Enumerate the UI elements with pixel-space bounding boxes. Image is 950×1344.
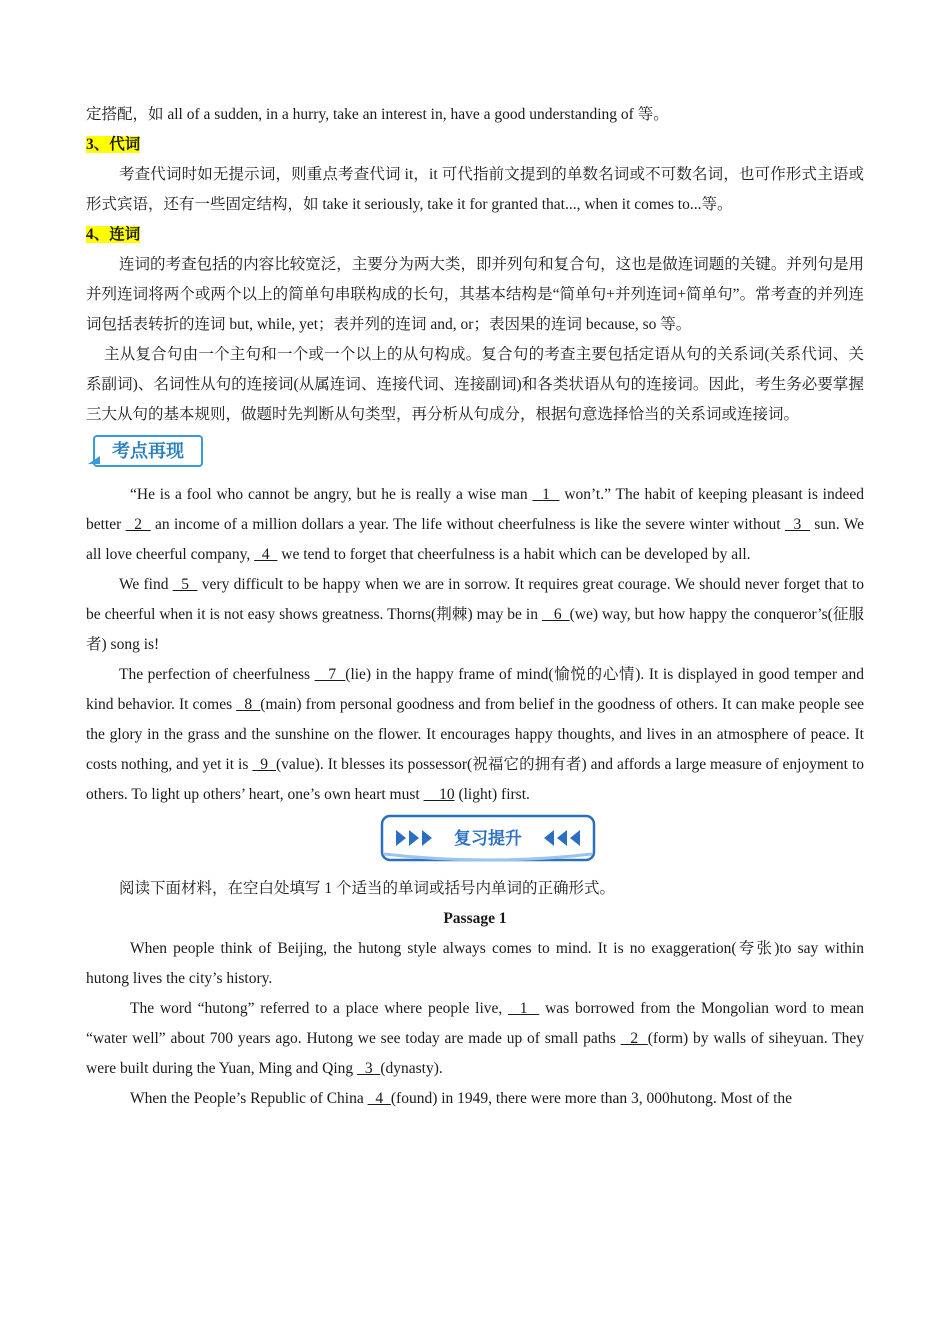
- blank-4[interactable]: 4: [254, 546, 278, 563]
- fuxi-badge-graphic: [380, 814, 596, 864]
- kaodian-badge-graphic: [86, 434, 206, 470]
- section3-body: 考查代词时如无提示词，则重点考查代词 it，it 可代指前文提到的单数名词或不可数名词，也可作形式主语或形式宾语，还有一些固定结构，如 take it seriously, take it for granted that..., when it comes to...等。: [86, 166, 864, 213]
- instruction: 阅读下面材料，在空白处填写 1 个适当的单词或括号内单词的正确形式。: [119, 880, 616, 897]
- passage-blank-2[interactable]: 2: [620, 1030, 648, 1047]
- top-paragraph: 定搭配，如 all of a sudden, in a hurry, take an interest in, have a good understanding of 等。: [86, 106, 669, 123]
- blank-3[interactable]: 3: [784, 516, 810, 533]
- blank-6[interactable]: 6: [541, 606, 570, 623]
- fuxi-badge: [86, 814, 864, 872]
- blank-5[interactable]: 5: [172, 576, 198, 593]
- kaodian-badge: [86, 434, 864, 474]
- section4-body2: 主从复合句由一个主句和一个或一个以上的从句构成。复合句的考查主要包括定语从句的关系词(关系代词、关系副词)、名词性从句的连接词(从属连词、连接代词、连接副词)和各类状语从句的连接词。因此，考生务必要掌握三大从句的基本规则，做题时先判断从句类型，再分析从句成分，根据句意选择恰当的关系词或连接词。: [86, 346, 864, 423]
- section4-body1: 连词的考查包括的内容比较宽泛，主要分为两大类，即并列句和复合句，这也是做连词题的关键。并列句是用并列连词将两个或两个以上的简单句串联构成的长句，其基本结构是“简单句+并列连词+简单句”。常考查的并列连词包括表转折的连词 but, while, yet；表并列的连词 and, or；表因果的连词 because, so 等。: [86, 256, 864, 333]
- section3-heading: 3、代词: [86, 136, 141, 153]
- blank-10[interactable]: 10: [423, 786, 455, 803]
- blank-7[interactable]: 7: [314, 666, 346, 683]
- blank-8[interactable]: 8: [236, 696, 261, 713]
- exercise-p2: We find 5 very difficult to be happy when we are in sorrow. It requires great courage. We should never forget that to be cheerful when it is not easy shows greatness. Thorns(荆棘) may be in 6 (we) way, but how happy the conqueror’s(征服者) song is!: [86, 576, 865, 653]
- blank-2[interactable]: 2: [125, 516, 151, 533]
- section4-heading: 4、连词: [86, 226, 141, 243]
- passage-blank-3[interactable]: 3: [357, 1060, 381, 1077]
- passage-p2: The word “hutong” referred to a place where people live, 1 was borrowed from the Mongolian word to mean “water well” about 700 years ago. Hutong we see today are made up of small paths 2 (form) by walls of siheyuan. They were built during the Yuan, Ming and Qing 3 (dynasty).: [86, 1000, 865, 1077]
- document-page: [86, 100, 864, 1114]
- passage-blank-4[interactable]: 4: [367, 1090, 391, 1107]
- exercise-p1: “He is a fool who cannot be angry, but he is really a wise man 1 won’t.” The habit of keeping pleasant is indeed better 2 an income of a million dollars a year. The life without cheerfulness is like the severe winter without 3 sun. We all love cheerful company, 4 we tend to forget that cheerfulness is a habit which can be developed by all.: [86, 486, 864, 563]
- blank-1[interactable]: 1: [532, 486, 560, 503]
- fuxi-badge-text: 复习提升: [454, 829, 522, 849]
- passage-title: Passage 1: [443, 910, 507, 927]
- exercise-p3: The perfection of cheerfulness 7 (lie) in the happy frame of mind(愉悦的心情). It is displayed in good temper and kind behavior. It comes 8 (main) from personal goodness and from belief in the goodness of others. It can make people see the glory in the grass and the sunshine on the flower. It encourages happy thoughts, and lives in an atmosphere of peace. It costs nothing, and yet it is 9 (value). It blesses its possessor(祝福它的拥有者) and affords a large measure of enjoyment to others. To light up others’ heart, one’s own heart must 10 (light) first.: [86, 666, 865, 803]
- passage-blank-1[interactable]: 1: [508, 1000, 540, 1017]
- blank-9[interactable]: 9: [252, 756, 276, 773]
- passage-p1: When people think of Beijing, the hutong style always comes to mind. It is no exaggeration(夸张)to say within hutong lives the city’s history.: [86, 940, 864, 987]
- passage-p3: When the People’s Republic of China 4 (found) in 1949, there were more than 3, 000hutong. Most of the: [130, 1090, 793, 1107]
- kaodian-badge-text: 考点再现: [112, 441, 184, 462]
